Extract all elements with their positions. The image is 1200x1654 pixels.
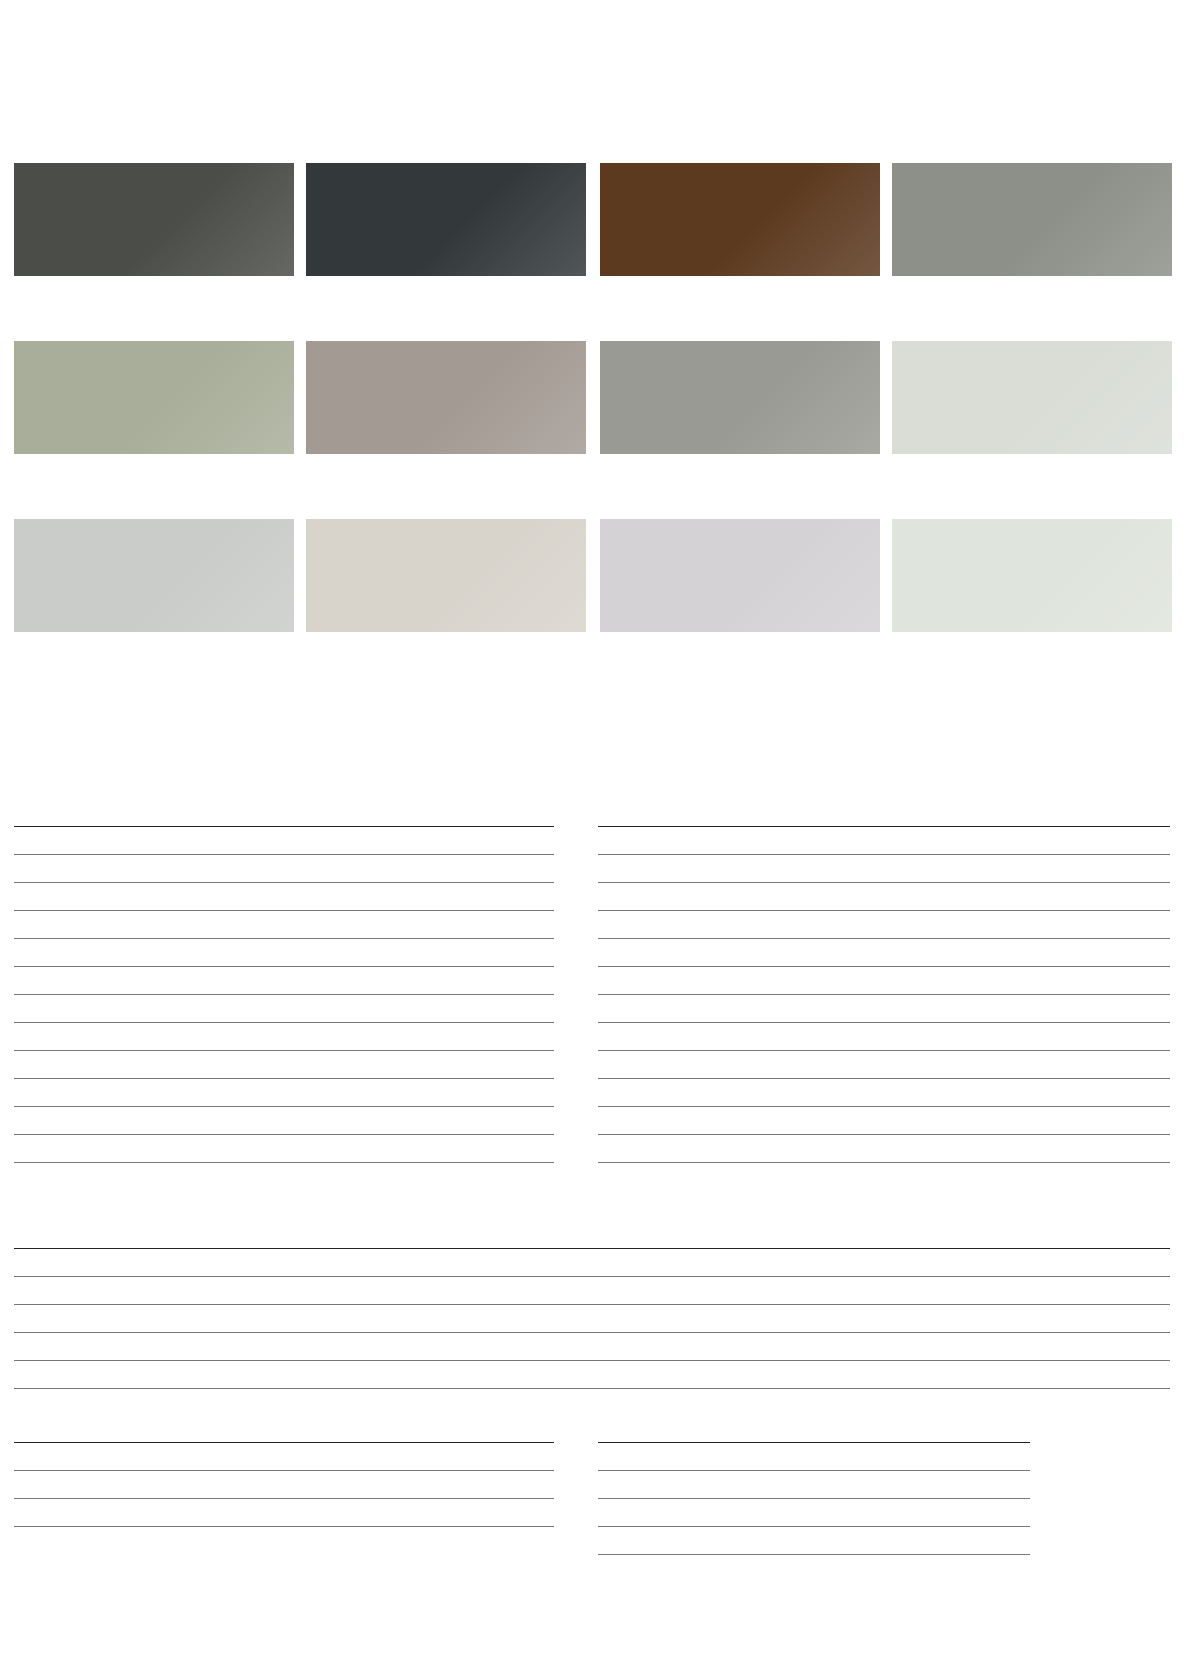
table-row (598, 910, 1170, 939)
table-row (14, 938, 554, 967)
table-row (598, 1134, 1170, 1163)
table-row (14, 1078, 554, 1107)
table-row (598, 1106, 1170, 1135)
swatch-image (306, 519, 586, 632)
table-row (598, 1470, 1030, 1499)
table-row (14, 1442, 554, 1471)
swatch-image (306, 341, 586, 454)
table-row (598, 1498, 1030, 1527)
swatch-image (14, 163, 294, 276)
swatch-image (600, 163, 880, 276)
table-header-row (598, 798, 1170, 827)
table-row (14, 1304, 1170, 1333)
swatch-image (14, 519, 294, 632)
table-row (598, 1022, 1170, 1051)
swatch-image (600, 341, 880, 454)
table-row (14, 910, 554, 939)
table-row (598, 1442, 1030, 1471)
table-row (598, 966, 1170, 995)
table-header-row (14, 1414, 554, 1443)
table-row (14, 1248, 1170, 1277)
table-row (14, 826, 554, 855)
table-row (14, 1050, 554, 1079)
table-row (14, 1022, 554, 1051)
table-row (14, 1106, 554, 1135)
table-row (14, 1332, 1170, 1361)
table-row (598, 1078, 1170, 1107)
table-row (14, 1276, 1170, 1305)
table-header-row (14, 798, 554, 827)
table-row (598, 1526, 1030, 1555)
swatch-image (306, 163, 586, 276)
swatch-image (892, 519, 1172, 632)
table-header-row (598, 1414, 1030, 1443)
table-row (14, 966, 554, 995)
table-row (14, 1470, 554, 1499)
table-row (14, 994, 554, 1023)
table-header-row (14, 1220, 1170, 1249)
table-row (14, 1498, 554, 1527)
table-row (14, 1134, 554, 1163)
swatch-image (892, 163, 1172, 276)
table-row (14, 1360, 1170, 1389)
table-row (14, 854, 554, 883)
table-row (598, 826, 1170, 855)
table-row (598, 938, 1170, 967)
swatch-image (600, 519, 880, 632)
table-row (598, 854, 1170, 883)
table-row (598, 1050, 1170, 1079)
table-row (598, 882, 1170, 911)
table-row (14, 882, 554, 911)
table-row (598, 994, 1170, 1023)
swatch-image (892, 341, 1172, 454)
swatch-image (14, 341, 294, 454)
